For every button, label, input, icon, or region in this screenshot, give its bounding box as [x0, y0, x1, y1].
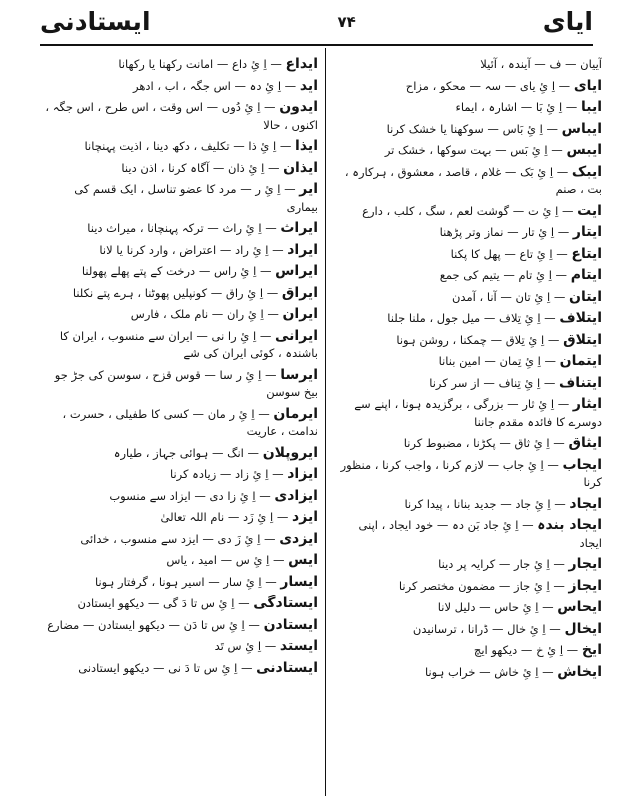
dictionary-entry	[334, 78, 602, 96]
dictionary-entry	[42, 617, 318, 635]
entry-headword: ایراد	[287, 241, 318, 258]
dictionary-entry	[334, 267, 602, 285]
entry-headword: ایسار	[280, 573, 318, 590]
entry-headword: ایستد	[279, 638, 318, 654]
entry-definition: — اِ ئِ ذان — آگاہ کرنا ، اذن دینا	[121, 160, 284, 175]
entry-definition: — انگ — ہوائی جہاز ، طیارہ	[113, 445, 263, 460]
dictionary-entry	[42, 220, 318, 238]
entry-definition: — اِ ئِ جاد بَن دہ — خود ایجاد ، اپنی ایجاد	[358, 518, 602, 550]
dictionary-entry	[42, 466, 318, 484]
dictionary-entry	[42, 328, 318, 363]
entry-headword: ایس	[288, 552, 318, 568]
dictionary-entry	[334, 578, 602, 596]
entry-headword: ایروپلان	[262, 444, 318, 461]
entry-definition: — اِ ئِ دہ — اس جگہ ، اب ، ادھر	[132, 78, 300, 93]
left-column	[42, 56, 318, 792]
dictionary-entry	[334, 642, 602, 660]
entry-definition: — اِ ئِ بَک — غلام ، قاصد ، معشوق ، ہرکارہ ، بت ، صنم	[344, 164, 602, 196]
dictionary-entry	[334, 56, 602, 74]
entry-definition: — اِ ئِ جار — کرایہ پر دینا	[438, 557, 569, 571]
dictionary-entry	[42, 160, 318, 178]
dictionary-entry	[334, 246, 602, 264]
entry-definition: — اِ ئِ ر مان — کسی کا طفیلی ، حسرت ، ندامت ، عاریت	[62, 406, 318, 438]
entry-headword: ایتاع	[571, 245, 602, 262]
dictionary-entry	[334, 164, 602, 199]
entry-definition: — اِ ئِ زاد — زیادہ کرنا	[169, 467, 288, 481]
entry-headword: ایتان	[569, 288, 602, 305]
entry-headword: ایران	[282, 306, 318, 322]
entry-headword: ایداع	[285, 56, 318, 72]
entry-definition: — اِ ئِ تام — یتیم کی جمع	[439, 268, 571, 282]
entry-headword: ایخاش	[557, 663, 602, 680]
entry-definition: — اِ ئِ راس — درخت کے پتے پھلے پھولنا	[81, 264, 276, 278]
entry-definition: — اِ ئِ حاس — دلیل لانا	[437, 600, 558, 614]
header-rule	[40, 44, 593, 46]
dictionary-entry	[334, 517, 602, 552]
entry-headword: ایجاد	[569, 495, 602, 512]
entry-headword: ایزدی	[279, 530, 318, 547]
dictionary-entry	[42, 552, 318, 570]
entry-headword: ایراث	[280, 220, 318, 236]
dictionary-entry	[42, 138, 318, 156]
entry-headword: ایدون	[279, 99, 318, 115]
entry-definition: — اِ ئِ راث — ترکہ پہنچانا ، میراث دینا	[87, 221, 281, 235]
entry-headword: ایجار	[568, 556, 602, 572]
entry-definition: — اِ ئِ خ — دیکھو ایچ	[473, 643, 582, 657]
entry-definition: — اِ ئِ بَاس — سوکھنا یا خشک کرنا	[386, 121, 562, 136]
dictionary-entry	[42, 660, 318, 678]
dictionary-entry	[334, 496, 602, 514]
dictionary-entry	[42, 445, 318, 463]
dictionary-entry	[42, 406, 318, 441]
running-head-first-word: ایای	[542, 7, 593, 36]
running-head-last-word: ایستادنی	[40, 7, 151, 36]
entry-headword: ایخال	[564, 620, 602, 637]
dictionary-entry	[334, 396, 602, 431]
dictionary-entry	[42, 306, 318, 324]
entry-definition: — اِ ئِ یای — سہ — محکو ، مزاح	[405, 78, 574, 93]
entry-definition: — اِ ئِ س — امید ، یاس	[166, 553, 289, 567]
entry-headword: ایتام	[570, 267, 602, 283]
dictionary-entry	[334, 310, 602, 328]
dictionary-entry	[42, 531, 318, 549]
entry-definition: — اِ ئِ جاب — لازم کرنا ، واجب کرنا ، منظور کرنا	[340, 457, 602, 489]
entry-headword: ایراق	[281, 284, 318, 301]
page-header	[40, 4, 593, 40]
entry-definition: — اِ ئِ تار — نماز وتر پڑھنا	[439, 225, 573, 239]
dictionary-entry	[334, 203, 602, 221]
entry-headword: ایجاد بندہ	[537, 517, 602, 533]
entry-definition: — اِ ئِ زَد — نام اللہ تعالیٰ	[160, 510, 293, 524]
right-column	[334, 56, 602, 792]
dictionary-entry	[42, 488, 318, 506]
entry-headword: ایبک	[571, 163, 602, 180]
entry-definition: — اِ ئِ خاش — خراب ہونا	[424, 664, 558, 679]
entry-headword: ایرانی	[275, 327, 318, 344]
entry-definition: — اِ ئِ ثاق — پکڑنا ، مضبوط کرنا	[403, 436, 569, 450]
entry-definition: — اِ ئِ راق — کونپلیں پھوٹنا ، ہرے پتے نکلنا	[72, 285, 282, 300]
entry-definition: — اِ ئِ زا دی — ایزاد سے منسوب	[109, 488, 275, 503]
entry-headword: ایخ	[581, 642, 602, 658]
dictionary-entry	[334, 556, 602, 574]
dictionary-entry	[334, 353, 602, 371]
entry-definition: — اِ ئِ تِلاق — چمکنا ، روشن ہونا	[396, 332, 564, 347]
dictionary-entry	[334, 621, 602, 639]
dictionary-entry	[334, 599, 602, 617]
entry-headword: ایذا	[295, 138, 318, 154]
entry-definition: — اِ ئِ ت — گوشت لعم ، سگ ، کلب ، دارع	[362, 203, 578, 218]
dictionary-entry	[42, 99, 318, 134]
entry-headword: ایستادگی	[253, 595, 318, 611]
entry-headword: ایتناف	[558, 374, 602, 391]
dictionary-entry	[334, 332, 602, 350]
entry-definition: — اِ ئِ ذا — تکلیف ، دکھ دینا ، اذیت پہنچانا	[84, 139, 296, 153]
entry-headword: ایحاس	[557, 599, 602, 615]
dictionary-entry	[334, 664, 602, 682]
entry-headword: ایای	[573, 77, 602, 94]
entry-definition: — اِ ئِ بَس — بہت سوکھا ، خشک تر	[384, 143, 567, 157]
entry-headword: ایزادی	[274, 487, 318, 504]
entry-definition: — اِ ئِ داع — امانت رکھنا یا رکھانا	[118, 57, 286, 71]
entry-definition: — اِ ئِ س تا دَن — دیکھو ایستادن — مضارع	[47, 617, 264, 632]
entry-headword: ایجاب	[562, 456, 602, 473]
entry-headword: ایتار	[572, 224, 602, 240]
entry-headword: ایذان	[283, 159, 318, 176]
entry-definition: — اِ ئِ راد — اعتراض ، وارد کرنا یا لانا	[99, 242, 288, 257]
dictionary-entry	[334, 375, 602, 393]
entry-definition: — اِ ئِ جاز — مضمون مختصر کرنا	[398, 578, 569, 593]
entry-headword: ایزد	[292, 509, 318, 525]
entry-headword: ایتلاف	[559, 310, 602, 326]
dictionary-entry	[42, 595, 318, 613]
column-divider	[325, 48, 326, 796]
dictionary-entry	[42, 367, 318, 402]
dictionary-entry	[42, 56, 318, 74]
dictionary-entry	[334, 99, 602, 117]
entry-definition: — اِ ئِ ر سا — قوس قزح ، سوسن کی جڑ جو بیخ سوسن	[54, 367, 318, 399]
entry-definition: — اِ ئِ بَا — اشارہ ، ایماء	[455, 100, 581, 114]
entry-definition: — اِ ئِ تاع — پھل کا پکنا	[450, 246, 572, 261]
dictionary-entry	[42, 78, 318, 96]
entry-definition: — اِ ئِ ثار — بزرگی ، برگزیدہ ہونا ، اپنے سے دوسرے کا فائدہ مقدم جاننا	[354, 397, 602, 429]
entry-definition: — اِ ئِ ران — نام ملک ، فارس	[130, 307, 283, 321]
entry-headword: ایرمان	[273, 405, 318, 422]
entry-definition: — اِ ئِ خال — ڈرانا ، ترسانیدن	[412, 621, 565, 636]
entry-headword: ایتلاق	[563, 331, 602, 348]
dictionary-entry	[42, 509, 318, 527]
entry-definition: — اِ ئِ س تا دَ نی — دیکھو ایستادنی	[78, 660, 257, 675]
entry-headword: ایزاد	[287, 466, 318, 482]
entry-definition: — اِ ئِ دُوں — اس وقت ، اس طرح ، اس جگہ ، اکنوں ، حالا	[45, 100, 318, 132]
entry-headword: ایثار	[572, 396, 602, 412]
entry-headword: ایت	[577, 202, 602, 219]
entry-definition: — اِ ئِ تان — آنا ، آمدن	[451, 289, 570, 304]
page-number: ۷۴	[337, 13, 356, 31]
entry-headword: ایستادنی	[256, 659, 318, 676]
entry-headword: اید	[299, 77, 318, 94]
entry-definition: — اِ ئِ جاد — جدید بنانا ، پیدا کرنا	[404, 496, 570, 511]
dictionary-entry	[42, 181, 318, 216]
dictionary-entry	[42, 638, 318, 656]
entry-definition: — اِ ئِ ر — مرد کا عضو تناسل ، ایک قسم کی بیماری	[74, 182, 318, 214]
entry-definition: — اِ ئِ تِلاف — میل جول ، ملنا جلنا	[387, 311, 560, 325]
dictionary-entry	[42, 242, 318, 260]
entry-headword: ایثاق	[568, 435, 602, 451]
entry-headword: ایرسا	[280, 366, 318, 383]
dictionary-entry	[334, 121, 602, 139]
entry-definition: — اِ ئِ تِناف — از سر کرنا	[429, 375, 559, 390]
dictionary-entry	[334, 457, 602, 492]
dictionary-entry	[42, 285, 318, 303]
entry-headword: ایبا	[580, 99, 602, 115]
dictionary-entry	[334, 435, 602, 453]
entry-definition: آییان — ف — آیندہ ، آئیلا	[480, 57, 602, 71]
entry-definition: — اِ ئِ سار — اسیر ہونا ، گرفتار ہونا	[94, 574, 281, 589]
entry-headword: ایراس	[275, 263, 318, 279]
entry-definition: — اِ ئِ را نی — ایران سے منسوب ، ایران کا باشندہ ، کوئی ایران کی شے	[59, 328, 318, 360]
entry-headword: ایجاز	[568, 577, 602, 594]
entry-headword: ایر	[299, 181, 318, 197]
entry-headword: ایستادن	[263, 616, 318, 633]
entry-definition: — اِ ئِ س تا دَ گی — دیکھو ایستادن	[77, 596, 254, 610]
dictionary-entry	[334, 142, 602, 160]
entry-definition: — اِ ئِ زَ دی — ایزد سے منسوب ، خدائی	[80, 531, 280, 546]
entry-headword: ایباس	[561, 120, 602, 137]
dictionary-entry	[334, 224, 602, 242]
entry-definition: — اِ ئِ تِمان — امین بنانا	[438, 354, 560, 368]
entry-definition: — اِ ئِ س تَد	[214, 639, 280, 653]
dictionary-entry	[334, 289, 602, 307]
entry-headword: ایتمان	[559, 353, 602, 369]
dictionary-entry	[42, 263, 318, 281]
dictionary-entry	[42, 574, 318, 592]
entry-headword: ایبس	[566, 142, 602, 158]
